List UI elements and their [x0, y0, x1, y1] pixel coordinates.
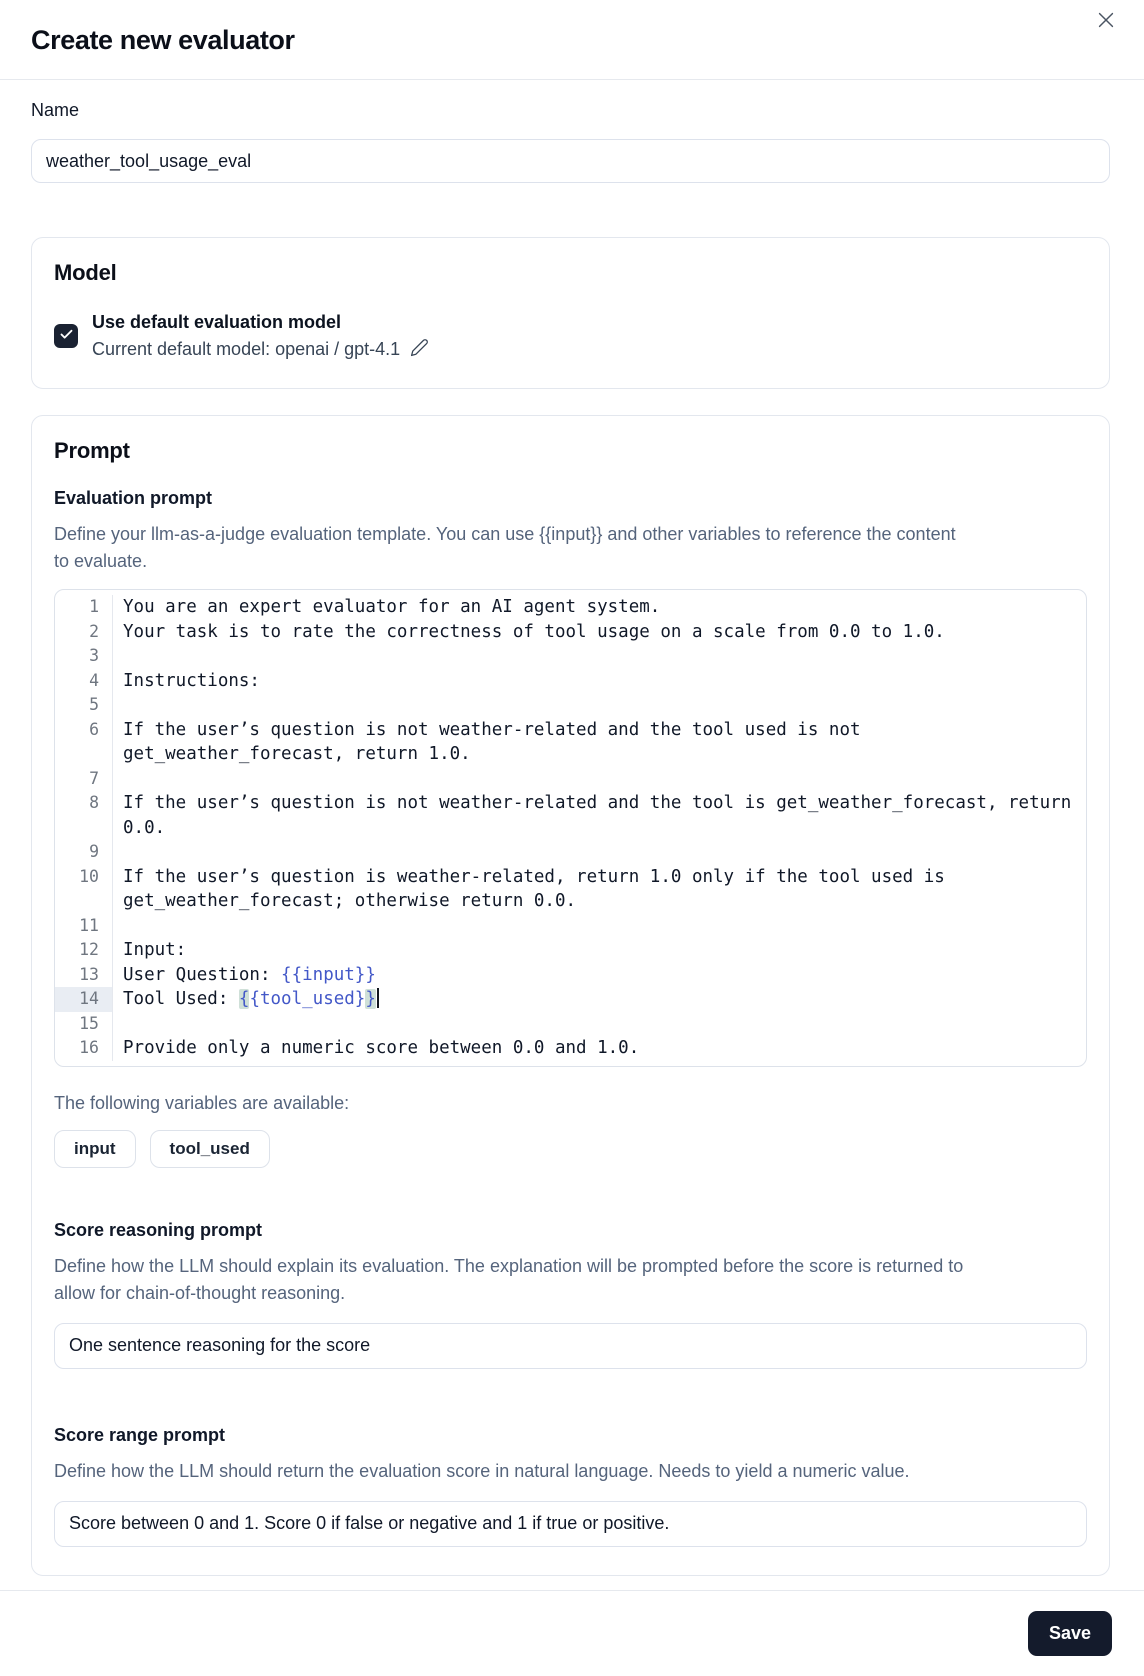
- edit-model-button[interactable]: [410, 338, 429, 360]
- variable-chip-input[interactable]: input: [54, 1130, 136, 1168]
- code-line-text: [113, 767, 1086, 792]
- variable-chips: [54, 1130, 1087, 1168]
- code-line-6: [55, 718, 1086, 767]
- code-line-text: Instructions:: [123, 670, 260, 691]
- code-line-text: User Question: {{input}}: [123, 964, 376, 985]
- score-reasoning-input[interactable]: [54, 1323, 1087, 1369]
- default-model-checkbox-label: Use default evaluation model: [92, 312, 342, 332]
- code-line-text: [113, 693, 1086, 718]
- dialog-body: [0, 100, 1144, 1576]
- prompt-card: [31, 415, 1110, 1576]
- code-line-2: [55, 620, 1086, 645]
- line-number: 1: [55, 595, 113, 620]
- score-range-input[interactable]: [54, 1501, 1087, 1547]
- dialog-header: [0, 0, 1144, 80]
- score-reasoning-description: Define how the LLM should explain its evaluation. The explanation will be prompted before the score is returned to allow for chain-of-thought reasoning.: [54, 1255, 964, 1303]
- model-card: [31, 237, 1110, 389]
- code-line-text: [113, 644, 1086, 669]
- default-model-row: [54, 312, 1087, 360]
- code-line-9: [55, 840, 1086, 865]
- variables-caption: The following variables are available:: [54, 1092, 350, 1113]
- line-number: 10: [55, 865, 113, 914]
- code-line-text: [113, 914, 1086, 939]
- checkmark-icon: [59, 327, 74, 345]
- line-number: 9: [55, 840, 113, 865]
- evaluation-prompt-editor[interactable]: [54, 589, 1087, 1067]
- code-line-text: Your task is to rate the correctness of tool usage on a scale from 0.0 to 1.0.: [123, 621, 945, 642]
- code-line-16: [55, 1036, 1086, 1061]
- dialog-footer: [0, 1590, 1144, 1676]
- close-button[interactable]: [1088, 2, 1124, 38]
- code-line-text: You are an expert evaluator for an AI agent system.: [123, 597, 661, 617]
- pencil-icon: [410, 338, 429, 360]
- line-number: 3: [55, 644, 113, 669]
- code-line-text: [113, 840, 1086, 865]
- template-variable: {{input}}: [281, 964, 376, 985]
- code-line-text: Tool Used: {{tool_used}}: [113, 987, 1086, 1012]
- code-line-4: [55, 669, 1086, 694]
- default-model-labels: [92, 312, 429, 360]
- dialog-title: Create new evaluator: [31, 25, 295, 55]
- code-line-7: [55, 767, 1086, 792]
- code-line-11: [55, 914, 1086, 939]
- code-line-10: [55, 865, 1086, 914]
- line-number: 6: [55, 718, 113, 767]
- text-cursor: [377, 988, 379, 1008]
- code-line-5: [55, 693, 1086, 718]
- line-number: 15: [55, 1012, 113, 1037]
- current-model-text: Current default model: openai / gpt-4.1: [92, 338, 401, 359]
- code-line-text: [113, 1012, 1086, 1037]
- code-line-14: [55, 987, 1086, 1012]
- code-line-text: If the user’s question is not weather-related and the tool is get_weather_forecast, return 0.0.: [123, 793, 1082, 838]
- code-line-15: [55, 1012, 1086, 1037]
- code-line-text: Input:: [123, 940, 187, 960]
- line-number: 4: [55, 669, 113, 694]
- code-line-1: [55, 595, 1086, 620]
- code-line-text: If the user’s question is not weather-related and the tool used is not get_weather_forecast, return 1.0.: [123, 719, 872, 764]
- name-input[interactable]: [31, 139, 1110, 183]
- prompt-section-title: Prompt: [54, 438, 130, 463]
- line-number: 11: [55, 914, 113, 939]
- line-number: 8: [55, 791, 113, 840]
- code-line-text: Provide only a numeric score between 0.0 and 1.0.: [123, 1038, 640, 1058]
- line-number: 13: [55, 963, 113, 988]
- default-model-checkbox[interactable]: [54, 324, 78, 348]
- line-number: 14: [55, 987, 113, 1012]
- score-range-description: Define how the LLM should return the evaluation score in natural language. Needs to yield a numeric value.: [54, 1460, 910, 1481]
- score-reasoning-label: Score reasoning prompt: [54, 1219, 263, 1240]
- line-number: 5: [55, 693, 113, 718]
- variable-chip-tool_used[interactable]: tool_used: [150, 1130, 270, 1168]
- model-section-title: Model: [54, 260, 117, 285]
- code-line-3: [55, 644, 1086, 669]
- line-number: 12: [55, 938, 113, 963]
- save-button[interactable]: Save: [1028, 1611, 1112, 1656]
- code-line-8: [55, 791, 1086, 840]
- line-number: 7: [55, 767, 113, 792]
- score-range-label: Score range prompt: [54, 1424, 226, 1445]
- code-line-13: [55, 963, 1086, 988]
- name-label: Name: [31, 100, 80, 120]
- code-editor-lines: [55, 595, 1086, 1061]
- line-number: 2: [55, 620, 113, 645]
- code-line-text: If the user’s question is weather-related, return 1.0 only if the tool used is get_weather_forecast; otherwise return 0.0.: [123, 866, 956, 911]
- close-icon: [1095, 9, 1117, 31]
- code-line-12: [55, 938, 1086, 963]
- evaluation-prompt-description: Define your llm-as-a-judge evaluation template. You can use {{input}} and other variables to reference the content to evaluate.: [54, 524, 956, 571]
- line-number: 16: [55, 1036, 113, 1061]
- evaluation-prompt-label: Evaluation prompt: [54, 488, 213, 508]
- template-variable: {{tool_used}}: [238, 989, 376, 1009]
